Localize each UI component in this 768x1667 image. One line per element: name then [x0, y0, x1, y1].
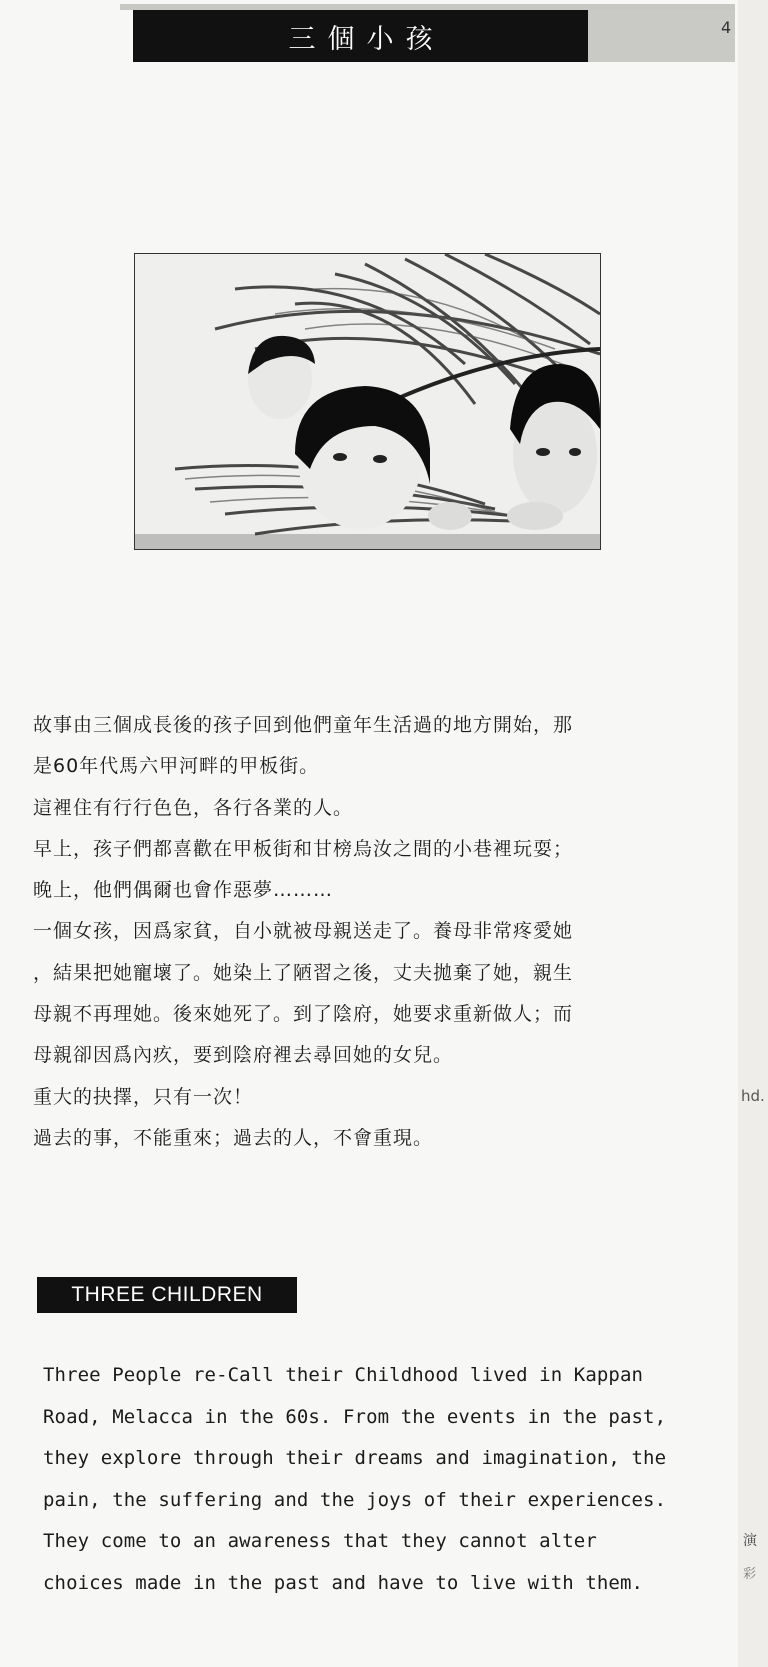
chinese-line: 這裡住有行行色色，各行各業的人。 — [33, 796, 354, 819]
chinese-synopsis — [33, 705, 733, 1159]
chinese-line: 過去的事，不能重來；過去的人，不會重現。 — [33, 1126, 434, 1149]
header-gray-tab — [588, 10, 735, 62]
photo-illustration — [135, 254, 600, 549]
chinese-line: 重大的抉擇，只有一次！ — [33, 1085, 254, 1108]
chinese-line: 晚上，他們偶爾也會作惡夢……… — [33, 879, 334, 902]
chinese-line: 一個女孩，因爲家貧，自小就被母親送走了。養母非常疼愛她 — [33, 920, 574, 943]
title-banner — [133, 10, 588, 62]
chinese-line: ，結果把她寵壞了。她染上了陋習之後，丈夫拋棄了她，親生 — [33, 961, 574, 984]
english-line: pain, the suffering and the joys of their experiences. — [43, 1488, 667, 1511]
page-title: 三個小孩 — [288, 23, 445, 55]
chinese-line: 母親卻因爲內疚，要到陰府裡去尋回她的女兒。 — [33, 1044, 454, 1067]
children-photo — [134, 253, 601, 550]
english-line: choices made in the past and have to live with them. — [43, 1571, 644, 1594]
english-line: They come to an awareness that they cannot alter — [43, 1530, 597, 1552]
chinese-line: 故事由三個成長後的孩子回到他們童年生活過的地方開始，那 — [33, 714, 574, 736]
english-synopsis — [43, 1355, 738, 1604]
english-heading: THREE CHILDREN — [37, 1277, 297, 1313]
chinese-line: 母親不再理她。後來她死了。到了陰府，她要求重新做人；而 — [33, 1003, 574, 1026]
english-line: they explore through their dreams and imagination, the — [43, 1447, 667, 1469]
chinese-line: 早上，孩子們都喜歡在甲板街和甘榜烏汝之間的小巷裡玩耍； — [33, 837, 574, 860]
margin-fragment-char: 彩 — [743, 1567, 757, 1582]
page-number: 4 — [721, 18, 732, 37]
english-line: Road, Melacca in the 60s. From the events in the past, — [43, 1405, 667, 1428]
margin-fragment-char: 演 — [743, 1533, 757, 1549]
english-line: Three People re-Call their Childhood lived in Kappan — [43, 1364, 644, 1386]
adjacent-page-strip — [738, 0, 768, 1667]
margin-fragment-hd: hd. — [741, 1087, 765, 1105]
chinese-line: 是60年代馬六甲河畔的甲板街。 — [33, 755, 320, 778]
